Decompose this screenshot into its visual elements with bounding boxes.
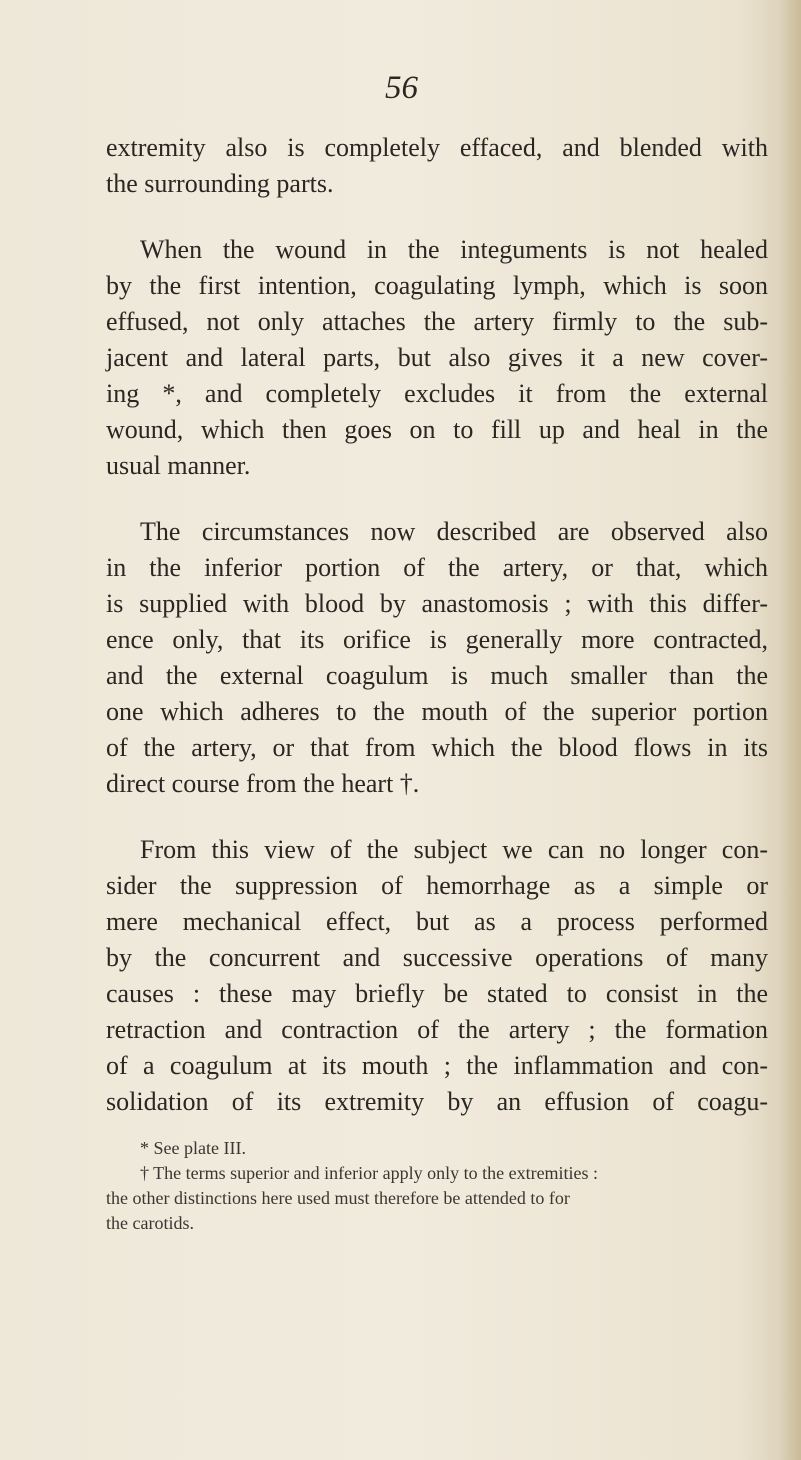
text-line: causes : these may briefly be stated to consist in the [106, 979, 768, 1008]
paragraph-3 [106, 514, 768, 802]
text-line: by the first intention, coagulating lymph, which is soon [106, 271, 768, 300]
text-line: is supplied with blood by anastomosis ; with this differ- [106, 589, 768, 618]
footnote-1 [106, 1136, 768, 1161]
footnote-2 [106, 1161, 768, 1236]
page-number: 56 [385, 70, 418, 106]
paragraph-4 [106, 832, 768, 1120]
body-text [106, 130, 768, 1120]
text-line: of the artery, or that from which the blood flows in its [106, 733, 768, 762]
footnote-line: * See plate III. [140, 1138, 246, 1158]
text-line: From this view of the subject we can no longer con- [140, 835, 768, 864]
text-line: direct course from the heart †. [106, 769, 420, 798]
text-line: the surrounding parts. [106, 169, 334, 198]
text-line: usual manner. [106, 451, 251, 480]
text-line: one which adheres to the mouth of the superior portion [106, 697, 768, 726]
text-line: sider the suppression of hemorrhage as a simple or [106, 871, 768, 900]
page-edge-shadow [779, 0, 801, 1460]
footnote-line: † The terms superior and inferior apply only to the extremities : [140, 1163, 599, 1183]
paragraph-2 [106, 232, 768, 484]
footnote-line: the other distinctions here used must therefore be attended to for [106, 1188, 570, 1208]
text-line: solidation of its extremity by an effusion of coagu- [106, 1087, 768, 1116]
paragraph-1 [106, 130, 768, 202]
text-line: wound, which then goes on to fill up and heal in the [106, 415, 768, 444]
text-line: effused, not only attaches the artery firmly to the sub- [106, 307, 768, 336]
text-line: and the external coagulum is much smaller than the [106, 661, 768, 690]
text-line: retraction and contraction of the artery ; the formation [106, 1015, 768, 1044]
text-line: jacent and lateral parts, but also gives it a new cover- [106, 343, 768, 372]
text-line: ing *, and completely excludes it from the external [106, 379, 768, 408]
text-line: mere mechanical effect, but as a process performed [106, 907, 768, 936]
footnotes [106, 1136, 768, 1236]
text-line: of a coagulum at its mouth ; the inflammation and con- [106, 1051, 768, 1080]
text-line: ence only, that its orifice is generally more contracted, [106, 625, 768, 654]
text-line: When the wound in the integuments is not healed [140, 235, 768, 264]
text-line: in the inferior portion of the artery, or that, which [106, 553, 768, 582]
text-line: extremity also is completely effaced, and blended with [106, 133, 768, 162]
text-line: by the concurrent and successive operations of many [106, 943, 768, 972]
footnote-line: the carotids. [106, 1213, 194, 1233]
text-line: The circumstances now described are observed also [140, 517, 768, 546]
